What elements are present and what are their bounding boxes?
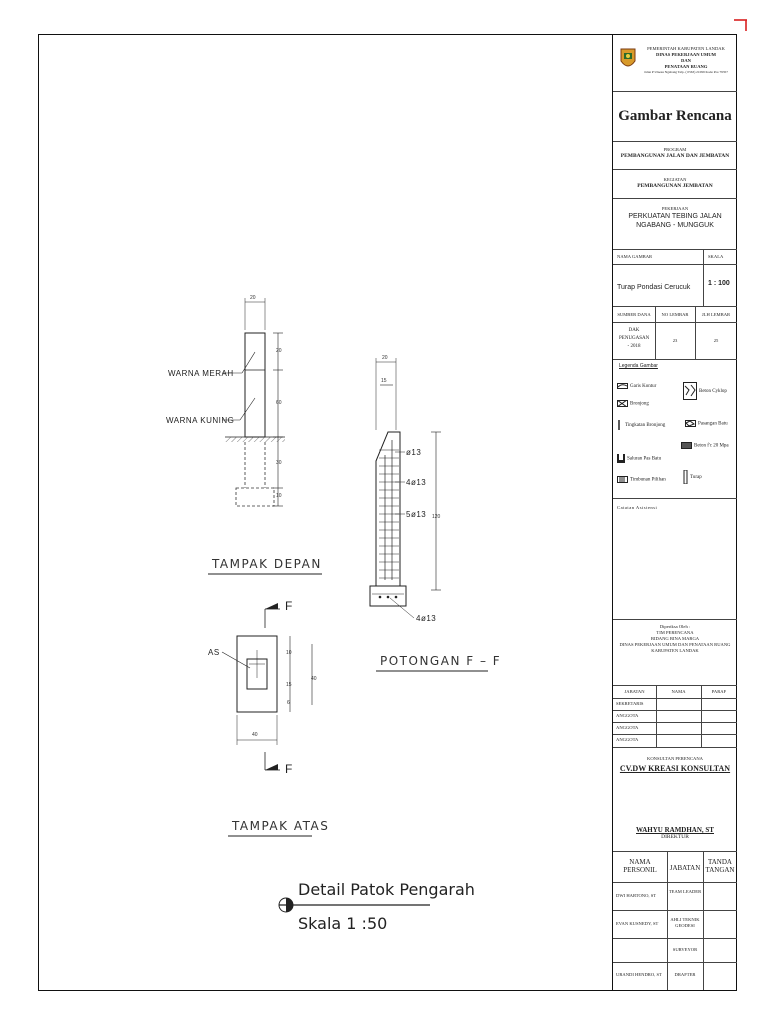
personnel-header-role: JABATAN xyxy=(669,864,701,872)
masonry-legend-icon xyxy=(685,420,696,427)
program-label: PROGRAM xyxy=(663,147,687,152)
sign-header-paraf: PARAF xyxy=(711,689,727,694)
top-dim-right-1: 15 xyxy=(286,682,292,688)
legend-item-tingkatan xyxy=(617,420,665,430)
drawing-type-section xyxy=(613,92,737,142)
sign-row-0: SEKRETARIS xyxy=(616,701,644,706)
work-section xyxy=(613,199,737,250)
section-dim-height: 120 xyxy=(432,514,441,520)
program-section xyxy=(613,142,737,170)
consultant-name: CV.DW KREASI KONSULTAN xyxy=(619,764,731,773)
front-dim-right-0: 20 xyxy=(276,348,282,354)
section-view-title: POTONGAN F – F xyxy=(380,654,502,668)
sheet-no-label: NO LEMBAR xyxy=(661,312,689,317)
top-dim-right-2: 6 xyxy=(287,700,290,706)
consultant-label: KONSULTAN PERENCANA xyxy=(647,756,703,761)
stone-channel-legend-icon xyxy=(617,454,625,463)
legend-item-beton xyxy=(681,442,729,450)
consultant-section xyxy=(613,748,737,852)
legend-item-cyclop xyxy=(683,382,727,400)
sign-row-2: ANGGOTA xyxy=(616,725,639,730)
top-dim-right-3: 40 xyxy=(311,676,317,682)
legend-label-contour: Garis Kontur xyxy=(630,384,657,390)
legend-title: Legenda Gambar xyxy=(619,363,658,369)
legend-item-saluran xyxy=(617,454,661,463)
legend-label-turap: Turap xyxy=(690,475,702,481)
agency-line-1: DINAS PEKERJAAN UMUM xyxy=(656,52,716,57)
sheet-total-label: JLH LEMBAR xyxy=(701,312,731,317)
rebar-label-3: 4ø13 xyxy=(416,614,437,623)
legend-item-pasangan xyxy=(685,420,728,428)
scale-value: 1 : 100 xyxy=(708,280,730,287)
work-value: PERKUATAN TEBING JALAN NGABANG - MUNGGUK xyxy=(628,213,722,229)
notes-label: Catatan Asistensi xyxy=(617,505,658,510)
notes-section xyxy=(613,499,737,620)
checked-by-line-4: KABUPATEN LANDAK xyxy=(651,648,699,653)
agency-line-2: DAN xyxy=(681,58,691,63)
agency-line-3: PENATAAN RUANG xyxy=(664,64,708,69)
personnel-name-3: URANDI HENDRO, ST xyxy=(616,972,662,977)
checked-by-line-3: DINAS PEKERJAAN UMUM DAN PENATAAN RUANG xyxy=(619,642,731,647)
legend-item-bronjong xyxy=(617,400,649,408)
label-warna-merah: WARNA MERAH xyxy=(168,369,234,378)
personnel-role-3: DRAFTER xyxy=(674,972,696,977)
drawing-type: Gambar Rencana xyxy=(618,108,732,124)
personnel-header-name: NAMA PERSONIL xyxy=(623,858,657,874)
personnel-table xyxy=(613,852,737,990)
activity-label: KEGIATAN xyxy=(663,177,687,182)
program-value: PEMBANGUNAN JALAN DAN JEMBATAN xyxy=(620,153,730,159)
corner-crop-mark xyxy=(734,18,748,32)
legend-label-cyclop: Beton Cyklop xyxy=(699,389,727,395)
legend-label-bronjong: Bronjong xyxy=(630,401,649,407)
front-view xyxy=(166,295,322,574)
fund-value: DAK PENUGASAN - 2018 xyxy=(619,328,650,349)
top-dim-bottom: 40 xyxy=(252,732,258,738)
sheet-no-value: 23 xyxy=(672,338,678,343)
gabion-legend-icon xyxy=(617,400,628,407)
rebar-label-1: 4ø13 xyxy=(406,478,427,487)
drawing-name-section xyxy=(613,250,737,307)
top-view-title: TAMPAK ATAS xyxy=(232,819,330,833)
section-dim-top-outer: 20 xyxy=(382,355,388,361)
legend-item-turap xyxy=(683,470,702,484)
agency-address: Jalan P Ulaesu Ngabang Telp. ( 0563) 21099 Kode Pos 79357 xyxy=(644,70,728,74)
section-view xyxy=(370,355,501,671)
drawing-name-label: NAMA GAMBAR xyxy=(617,254,653,259)
front-dim-right-1: 60 xyxy=(276,400,282,406)
drawing-name-value: Turap Pondasi Cerucuk xyxy=(617,284,691,291)
rebar-label-2: 5ø13 xyxy=(406,510,427,519)
personnel-role-1: AHLI TEKNIK GEODESI xyxy=(670,917,700,928)
legend-item-contour xyxy=(617,383,656,390)
section-dim-top-inner: 15 xyxy=(381,378,387,384)
concrete-legend-icon xyxy=(681,442,692,449)
checked-by-section xyxy=(613,620,737,686)
director-title: DIREKTUR xyxy=(661,834,689,840)
activity-value: PEMBANGUNAN JEMBATAN xyxy=(637,183,713,189)
main-title: Detail Patok Pengarah xyxy=(298,880,475,899)
legend-item-timbunan xyxy=(617,476,666,484)
section-mark-top: F xyxy=(285,599,293,613)
legend-label-pasangan: Pasangan Batu xyxy=(698,421,728,427)
personnel-name-1: EVAN KUSNEDY, ST xyxy=(616,921,659,926)
checked-by-line-0: Diperiksa Oleh : xyxy=(659,624,691,629)
axis-label-as: AS xyxy=(208,648,220,657)
contour-legend-icon xyxy=(617,383,628,389)
sign-row-3: ANGGOTA xyxy=(616,737,639,742)
legend-section xyxy=(613,360,737,499)
top-view xyxy=(208,599,329,836)
cyclop-concrete-legend-icon xyxy=(683,382,697,400)
sheet-info-section xyxy=(613,307,737,360)
gabion-level-legend-icon xyxy=(617,420,623,430)
top-dim-right-0: 10 xyxy=(286,650,292,656)
rebar-label-0: ø13 xyxy=(406,448,422,457)
front-dim-right-2: 30 xyxy=(276,460,282,466)
front-view-title: TAMPAK DEPAN xyxy=(212,557,322,571)
legend-label-beton: Beton f'c 20 Mpa xyxy=(694,443,729,449)
personnel-header-sign: TANDA TANGAN xyxy=(705,858,735,874)
sheet-pile-legend-icon xyxy=(683,470,688,484)
checked-by-line-1: TIM PERENCANA xyxy=(656,630,694,635)
agency-line-0: PEMERINTAH KABUPATEN LANDAK xyxy=(647,46,725,51)
ground-hatch xyxy=(225,437,285,442)
fund-label: SUMBER DANA xyxy=(617,312,651,317)
director-name: WAHYU RAMDHAN, ST xyxy=(636,826,714,834)
sign-header-jabatan: JABATAN xyxy=(624,689,645,694)
legend-label-saluran: Saluran Pas Batu xyxy=(627,456,662,462)
sign-header-nama: NAMA xyxy=(671,689,686,694)
selected-fill-legend-icon xyxy=(617,476,628,483)
activity-section xyxy=(613,170,737,199)
personnel-name-0: DWI HARTONO, ST xyxy=(616,893,657,898)
personnel-role-2: SURVEYOR xyxy=(672,947,698,952)
section-mark-bottom: F xyxy=(285,762,293,776)
legend-label-tingkatan: Tingkatan Bronjong xyxy=(625,423,666,429)
work-label: PEKERJAAN xyxy=(661,206,689,211)
legend-label-timbunan: Timbunan Pilihan xyxy=(630,477,666,483)
scale-text: Skala 1 :50 xyxy=(298,914,388,933)
checked-by-line-2: BIDANG BINA MARGA xyxy=(650,636,700,641)
agency-header xyxy=(613,35,737,92)
front-dim-right-3: 10 xyxy=(276,493,282,499)
title-block xyxy=(612,35,736,990)
personnel-role-0: TEAM LEADER xyxy=(668,889,702,894)
sheet-total-value: 25 xyxy=(713,338,719,343)
front-dim-top: 20 xyxy=(250,295,256,301)
sign-row-1: ANGGOTA xyxy=(616,713,639,718)
signature-table xyxy=(613,686,737,748)
label-warna-kuning: WARNA KUNING xyxy=(166,416,235,425)
scale-label: SKALA xyxy=(708,254,724,259)
detail-title-block xyxy=(279,880,475,933)
